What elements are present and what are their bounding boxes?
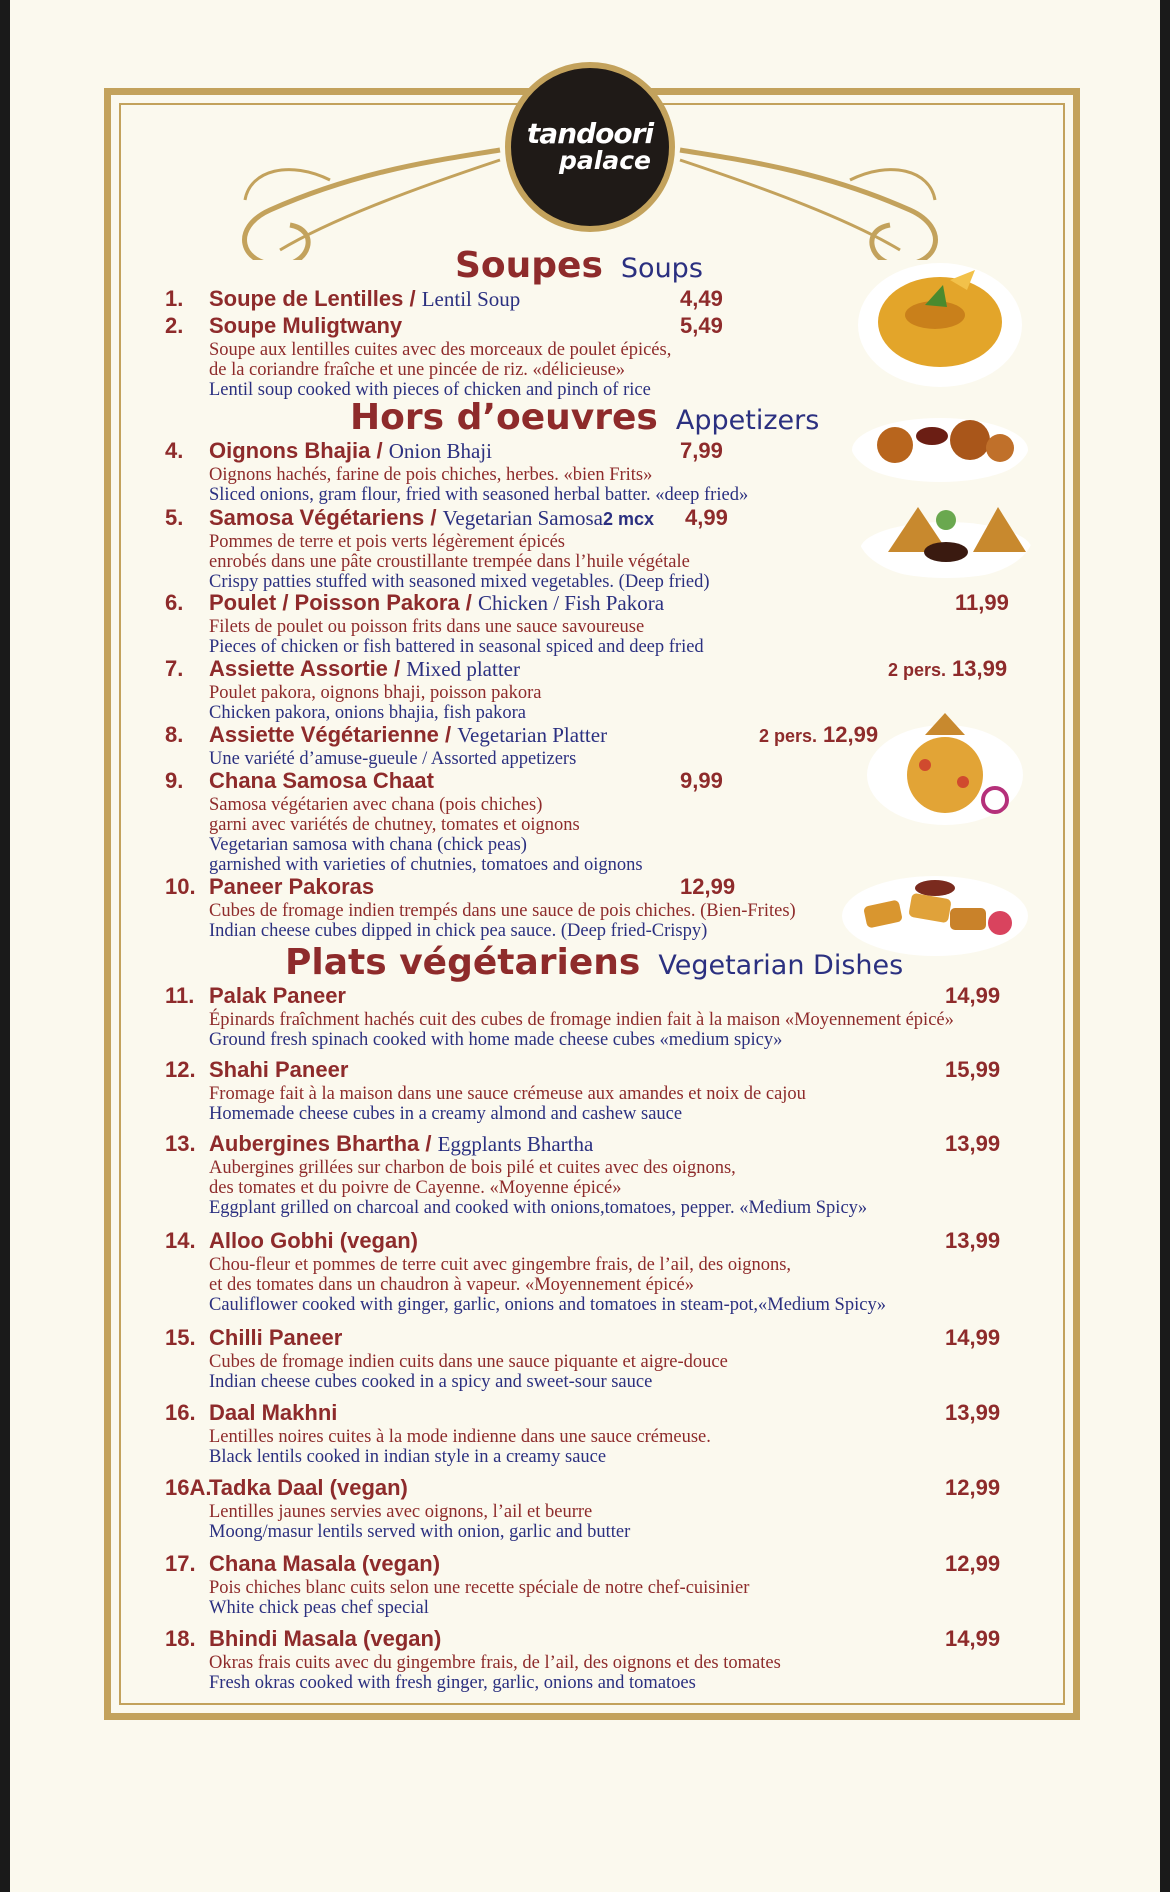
menu-item [165,438,1015,505]
item-description [209,1010,1015,1050]
item-description-french: Okras frais cuits avec du gingembre frais, de l’ail, des oignons et des tomates [209,1653,781,1673]
item-description-french: enrobés dans une pâte croustillante trempée dans l’huile végétale [209,552,690,572]
item-servings: 2 pers. [759,726,818,746]
item-description-english: Eggplant grilled on charcoal and cooked with onions,tomatoes, pepper. «Medium Spicy» [209,1198,868,1218]
item-number: 13. [165,1131,196,1156]
item-name-group [209,1228,418,1254]
item-name-group [209,768,434,794]
item-number: 2. [165,313,184,338]
item-price-group [680,438,723,464]
item-description-english: Moong/masur lentils served with onion, garlic and butter [209,1522,631,1542]
item-number: 6. [165,590,184,615]
item-number: 18. [165,1626,196,1651]
menu-item [165,1131,1015,1218]
item-name-group [209,1475,408,1501]
item-name: Paneer Pakoras [209,874,375,899]
item-name: Alloo Gobhi (vegan) [209,1228,418,1253]
menu-item-header [165,1551,1015,1578]
item-description [209,1255,1015,1315]
menu-item-header [165,1057,1015,1084]
item-number: 10. [165,874,196,899]
item-price-group [680,313,723,339]
menu-item-header [165,1626,1015,1653]
item-name-english: Lentil Soup [421,287,521,311]
item-description-french: Samosa végétarien avec chana (pois chiches) [209,795,543,815]
item-description-french: Chou-fleur et pommes de terre cuit avec gingembre frais, de l’ail, des oignons, [209,1255,792,1275]
item-name-separator: / [403,286,422,311]
item-description-french: Filets de poulet ou poisson frits dans une sauce savoureuse [209,617,645,637]
item-description [209,1158,1015,1218]
menu-item-header [165,656,1015,683]
item-name: Assiette Assortie [209,656,388,681]
item-price-group [945,1131,1000,1157]
item-name-group [209,590,664,616]
menu-item-header [165,313,1015,340]
item-name-group [209,983,346,1009]
item-description [209,1502,1015,1542]
menu-item [165,286,1015,313]
item-description [209,340,1015,400]
item-price-group [945,1551,1000,1577]
menu-item-header [165,983,1015,1010]
item-name: Palak Paneer [209,983,346,1008]
item-name: Oignons Bhajia [209,438,371,463]
item-description [209,617,1015,657]
item-price-group [945,1400,1000,1426]
item-price: 9,99 [680,768,723,793]
item-description [209,683,1015,723]
item-name-group [209,656,520,682]
item-description-french: Pois chiches blanc cuits selon une recette spéciale de notre chef-cuisinier [209,1578,750,1598]
item-price-group [945,1228,1000,1254]
item-description-french: Aubergines grillées sur charbon de bois pilé et cuites avec des oignons, [209,1158,736,1178]
menu-item-header [165,1131,1015,1158]
menu-item [165,1551,1015,1618]
tandoori-palace-logo [505,62,675,232]
item-description-english: Pieces of chicken or fish battered in seasonal spiced and deep fried [209,637,704,657]
item-name-english: Mixed platter [406,657,520,681]
item-name-group [209,1626,441,1652]
item-name-group [209,1551,440,1577]
item-description [209,795,1015,875]
item-price: 4,99 [685,505,728,530]
item-name-group [209,438,492,464]
item-price: 4,49 [680,286,723,311]
menu-item-header [165,286,1015,313]
logo-line-1: tandoori [526,117,654,150]
item-price-group [945,983,1000,1009]
item-name-separator: / [419,1131,438,1156]
item-number: 7. [165,656,184,681]
item-number: 4. [165,438,184,463]
item-description-english: Ground fresh spinach cooked with home made cheese cubes «medium spicy» [209,1030,783,1050]
item-description [209,901,1015,941]
item-description-english: Vegetarian samosa with chana (chick peas) [209,835,527,855]
item-price-group [955,590,1009,616]
menu-item-header [165,1325,1015,1352]
item-name-group [209,313,402,339]
item-name: Assiette Végétarienne [209,722,439,747]
item-price-group [680,768,723,794]
item-description [209,465,1015,505]
item-name-english: Onion Bhaji [388,439,492,463]
item-price-group [888,656,1007,682]
menu-item [165,313,1015,400]
item-name: Soupe Muligtwany [209,313,403,338]
menu-item [165,1400,1015,1467]
item-name-group [209,722,607,748]
item-servings: 2 pers. [888,660,947,680]
item-description-english: Sliced onions, gram flour, fried with seasoned herbal batter. «deep fried» [209,485,749,505]
item-description-english: Chicken pakora, onions bhajia, fish pakora [209,703,526,723]
item-price: 12,99 [680,874,736,899]
menu-item [165,505,1015,592]
item-description-french: Cubes de fromage indien trempés dans une sauce de pois chiches. (Bien-Frites) [209,901,796,921]
item-price-group [680,286,723,312]
menu-item [165,656,1015,723]
menu-item [165,1057,1015,1124]
item-price: 7,99 [680,438,723,463]
item-name-separator: / [459,590,478,615]
item-name: Poulet / Poisson Pakora [209,590,460,615]
item-description-french: Lentilles jaunes servies avec oignons, l’ail et beurre [209,1502,593,1522]
item-name-separator: / [424,505,443,530]
item-name: Aubergines Bhartha [209,1131,420,1156]
item-name-group [209,505,654,531]
menu-item-header [165,438,1015,465]
item-price: 13,99 [945,1400,1001,1425]
logo-line-2: palace [559,146,651,175]
item-price: 14,99 [945,983,1001,1008]
item-price: 11,99 [955,590,1009,615]
menu-item-header [165,1475,1015,1502]
item-name-group [209,1325,342,1351]
item-price: 13,99 [952,656,1008,681]
item-number: 16A. [165,1475,212,1500]
item-description-english: Homemade cheese cubes in a creamy almond and cashew sauce [209,1104,683,1124]
menu-item-header [165,768,1015,795]
item-description [209,1578,1015,1618]
item-name-english: Eggplants Bhartha [437,1132,594,1156]
menu-item [165,590,1015,657]
item-description-english: Lentil soup cooked with pieces of chicken and pinch of rice [209,380,651,400]
menu-item [165,1325,1015,1392]
item-number: 9. [165,768,184,793]
item-number: 5. [165,505,184,530]
item-number: 12. [165,1057,196,1082]
item-description-french: Oignons hachés, farine de pois chiches, herbes. «bien Frits» [209,465,653,485]
item-description-french: garni avec variétés de chutney, tomates et oignons [209,815,580,835]
item-name-english: Vegetarian Platter [457,723,608,747]
item-price-group [945,1057,1000,1083]
item-number: 15. [165,1325,196,1350]
section-title-vegetarian: Plats végétariens Vegetarian Dishes [285,942,904,983]
item-name-separator: / [387,656,407,681]
item-description-english: Indian cheese cubes dipped in chick pea sauce. (Deep fried-Crispy) [209,921,708,941]
item-number: 11. [165,983,195,1008]
section-title-soups: Soupes Soups [455,245,703,286]
item-price-group [945,1626,1000,1652]
item-price-group [945,1475,1000,1501]
item-name: Soupe de Lentilles [209,286,404,311]
item-price: 13,99 [945,1131,1001,1156]
item-description [209,1084,1015,1124]
item-price: 15,99 [945,1057,1001,1082]
item-name-separator: / [438,722,458,747]
item-description-french: des tomates et du poivre de Cayenne. «Moyenne épicé» [209,1178,622,1198]
item-price-group [945,1325,1000,1351]
item-name-english: Chicken / Fish Pakora [477,591,665,615]
item-description-english: garnished with varieties of chutnies, tomatoes and oignons [209,855,643,875]
item-number: 16. [165,1400,196,1425]
item-number: 14. [165,1228,196,1253]
menu-item-header [165,505,1015,532]
item-name: Chilli Paneer [209,1325,343,1350]
item-description-english: Fresh okras cooked with fresh ginger, garlic, onions and tomatoes [209,1673,696,1693]
item-name: Chana Samosa Chaat [209,768,434,793]
item-name: Bhindi Masala (vegan) [209,1626,442,1651]
item-price-group [685,505,728,531]
menu-item [165,768,1015,875]
item-price: 12,99 [823,722,879,747]
item-description-english: Black lentils cooked in indian style in a creamy sauce [209,1447,607,1467]
item-name-group [209,1131,593,1157]
menu-item-header [165,722,1015,749]
item-quantity: 2 mcx [602,509,654,529]
menu-item [165,1228,1015,1315]
item-price-group [759,722,878,748]
item-description [209,1352,1015,1392]
item-description-french: Fromage fait à la maison dans une sauce crémeuse aux amandes et noix de cajou [209,1084,806,1104]
menu-item-header [165,874,1015,901]
section-title-appetizers: Hors d’oeuvres Appetizers [350,397,820,438]
menu-item [165,1475,1015,1542]
menu-item [165,1626,1015,1693]
item-description-english: Cauliflower cooked with ginger, garlic, onions and tomatoes in steam-pot,«Medium Spicy» [209,1295,886,1315]
item-description-french: Épinards fraîchment hachés cuit des cubes de fromage indien fait à la maison «Moyennement épicé» [209,1010,954,1030]
menu-item-header [165,1228,1015,1255]
item-description-french: Lentilles noires cuites à la mode indienne dans une sauce crémeuse. [209,1427,711,1447]
item-name: Tadka Daal (vegan) [209,1475,408,1500]
menu-item [165,722,1015,769]
item-number: 17. [165,1551,196,1576]
menu-item [165,983,1015,1050]
item-price: 14,99 [945,1626,1001,1651]
menu-item [165,874,1015,941]
item-number: 8. [165,722,184,747]
item-number: 1. [165,286,184,311]
menu-item-header [165,590,1015,617]
item-description [209,1427,1015,1467]
item-description-english: Crispy patties stuffed with seasoned mixed vegetables. (Deep fried) [209,572,710,592]
item-price: 14,99 [945,1325,1001,1350]
menu-page [10,0,1160,1892]
item-name: Samosa Végétariens [209,505,425,530]
item-description-english: Indian cheese cubes cooked in a spicy and sweet-sour sauce [209,1372,653,1392]
item-price-group [680,874,735,900]
item-description-french: Soupe aux lentilles cuites avec des morceaux de poulet épicés, [209,340,672,360]
item-description-french: Poulet pakora, oignons bhaji, poisson pakora [209,683,542,703]
item-name-english: Vegetarian Samosa [442,506,603,530]
item-description-french: de la coriandre fraîche et une pincée de riz. «délicieuse» [209,360,626,380]
item-name-group [209,874,374,900]
item-description [209,532,1015,592]
item-description [209,749,1015,769]
item-name-group [209,1400,337,1426]
item-price: 5,49 [680,313,723,338]
item-name: Daal Makhni [209,1400,338,1425]
item-price: 12,99 [945,1475,1001,1500]
item-description-french: Cubes de fromage indien cuits dans une sauce piquante et aigre-douce [209,1352,728,1372]
item-description-french: Pommes de terre et pois verts légèrement épicés [209,532,565,552]
item-name-group [209,286,520,312]
item-description-french: et des tomates dans un chaudron à vapeur. «Moyennement épicé» [209,1275,694,1295]
item-price: 13,99 [945,1228,1001,1253]
item-name-group [209,1057,348,1083]
menu-item-header [165,1400,1015,1427]
item-name-separator: / [370,438,389,463]
item-price: 12,99 [945,1551,1001,1576]
item-description-english: White chick peas chef special [209,1598,429,1618]
item-name: Shahi Paneer [209,1057,349,1082]
item-description [209,1653,1015,1693]
item-description-english: Une variété d’amuse-gueule / Assorted appetizers [209,749,577,769]
item-name: Chana Masala (vegan) [209,1551,441,1576]
